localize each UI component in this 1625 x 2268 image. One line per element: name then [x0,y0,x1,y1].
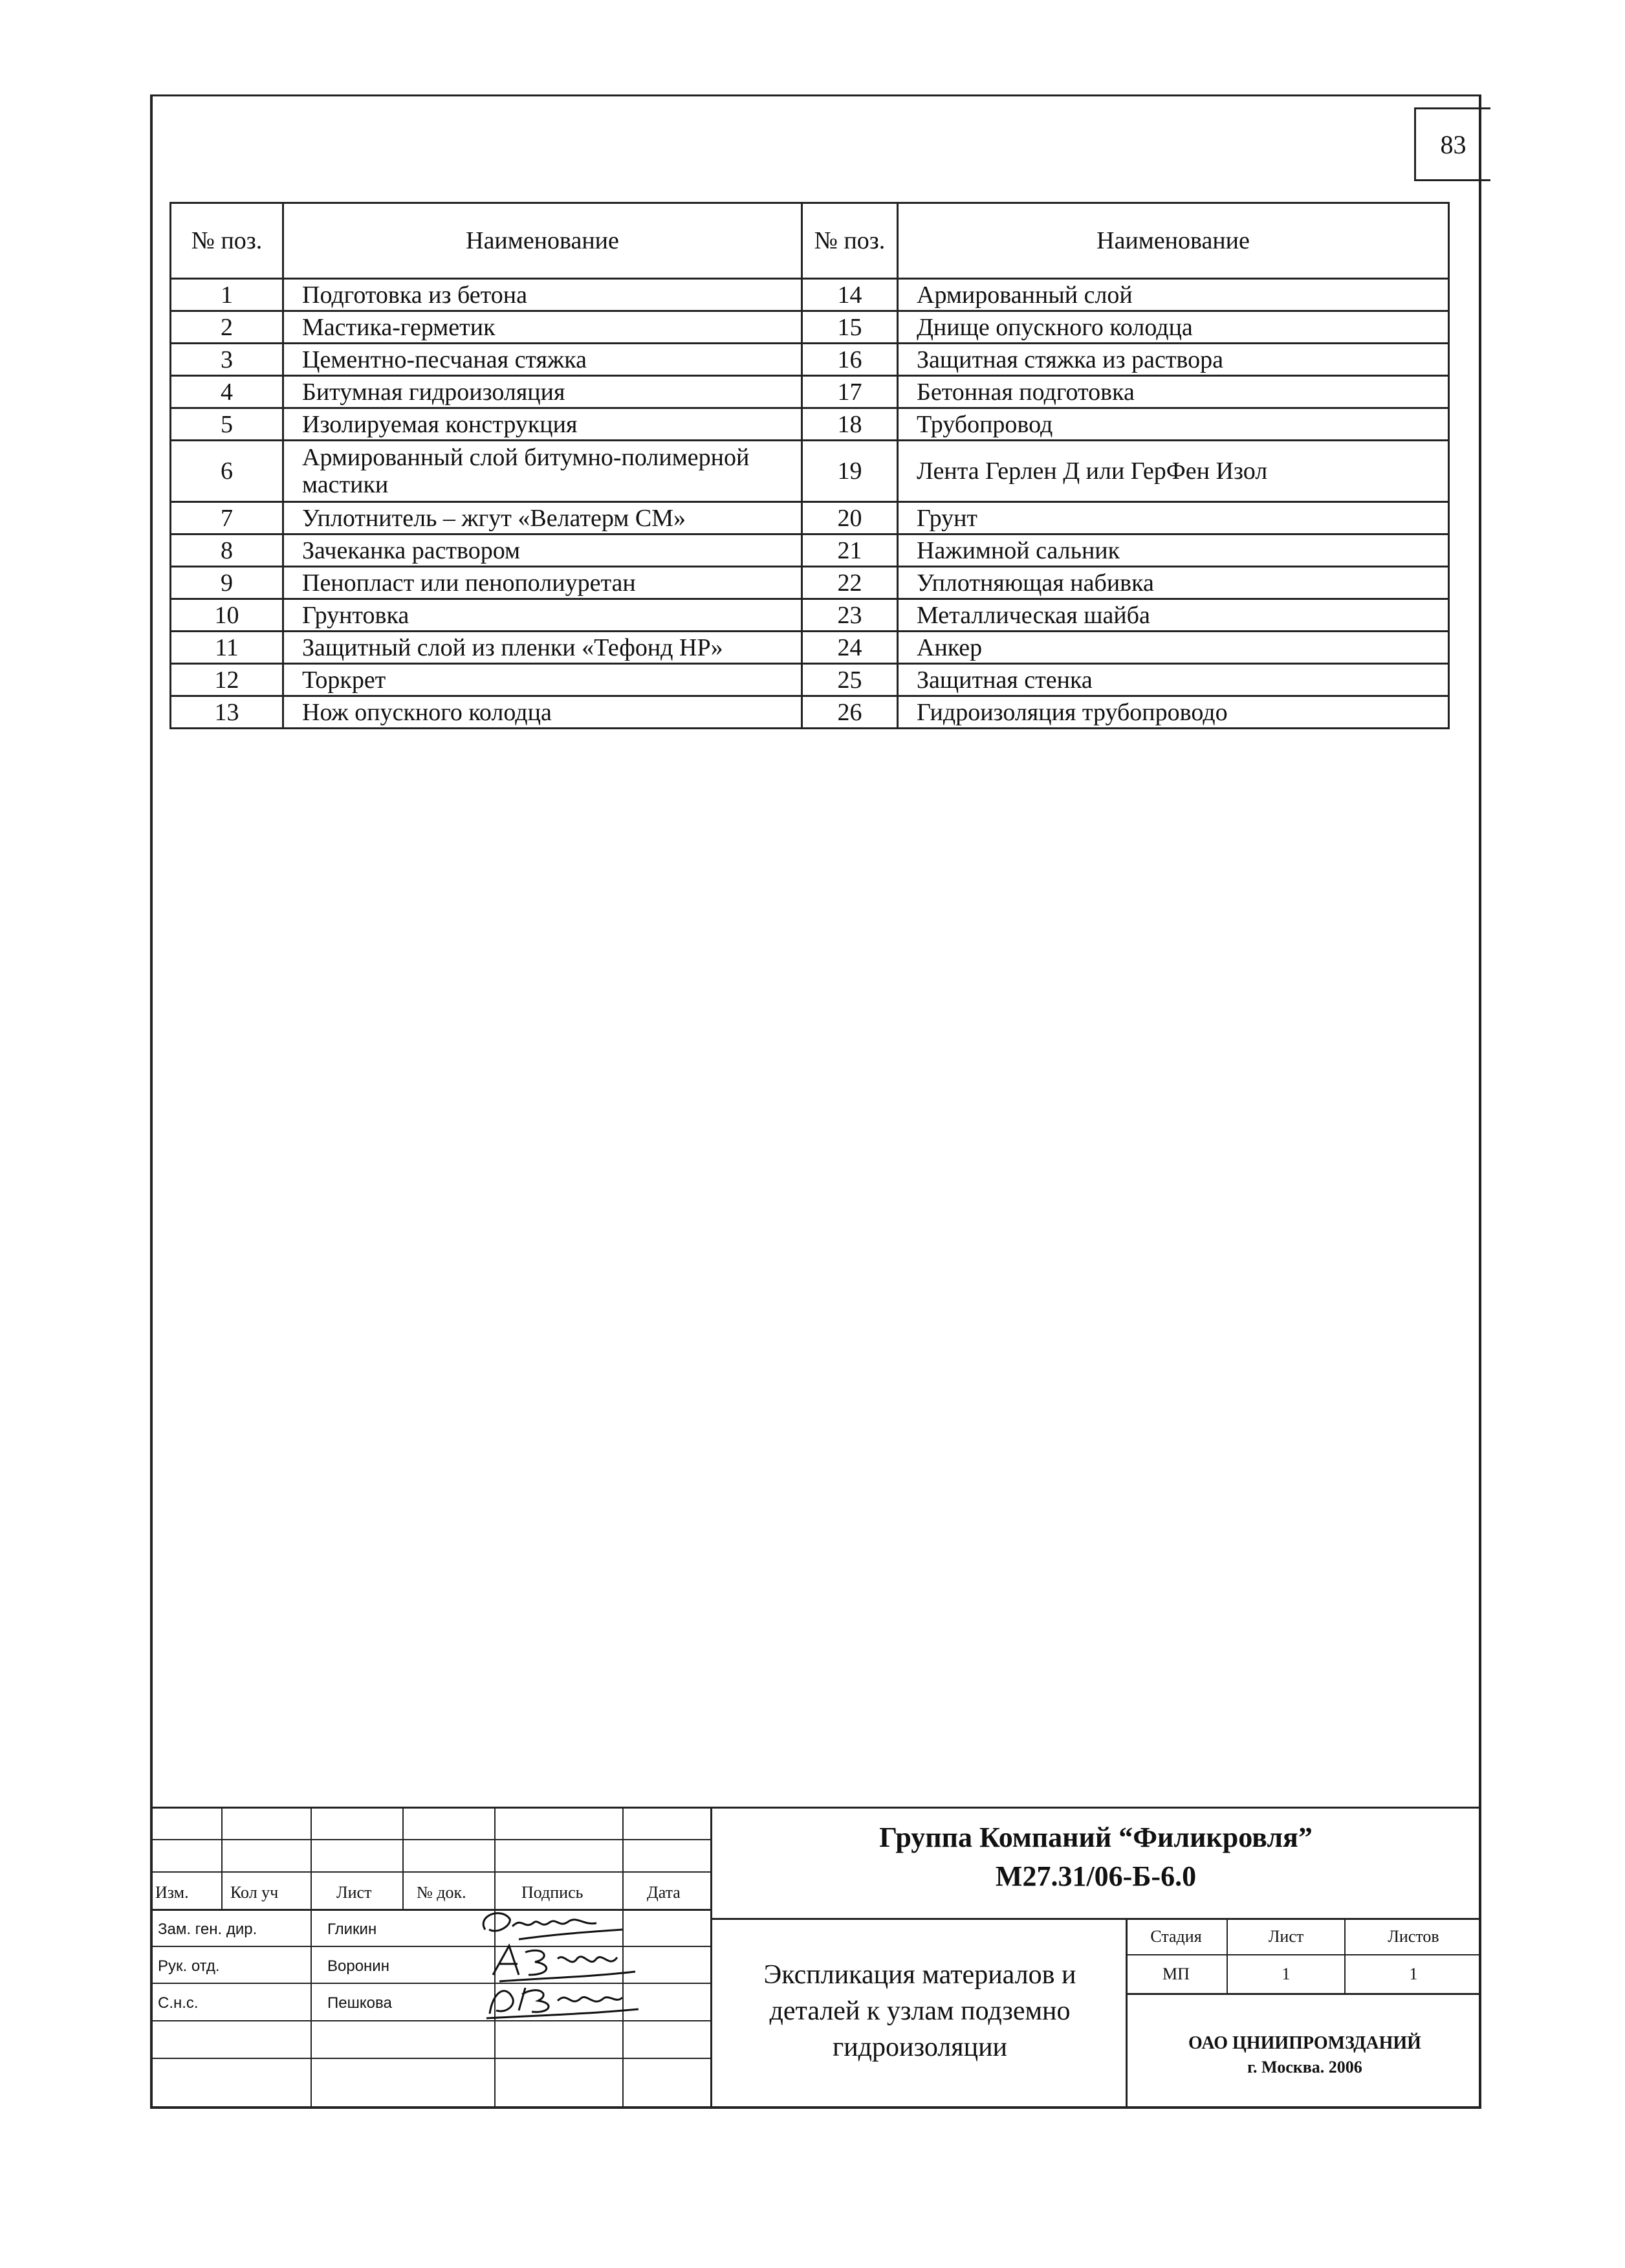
table-row [171,344,1449,376]
pos-number: 10 [171,599,283,632]
header-name-left: Наименование [283,203,802,279]
pos-number: 14 [802,279,898,311]
item-name: Днище опускного колодца [898,311,1449,344]
header-num-left: № поз. [171,203,283,279]
table-row [171,664,1449,696]
stage-value: МП [1162,1965,1190,1983]
table-row [171,632,1449,664]
table-row [171,599,1449,632]
pos-number: 20 [802,502,898,534]
table-row [171,441,1449,502]
item-name: Зачеканка раствором [283,534,802,567]
item-name: Пенопласт или пенополиуретан [283,567,802,599]
item-name: Анкер [898,632,1449,664]
pos-number: 1 [171,279,283,311]
pos-number: 23 [802,599,898,632]
item-name: Армированный слой [898,279,1449,311]
pos-number: 16 [802,344,898,376]
pos-number: 19 [802,441,898,502]
table-row [171,534,1449,567]
document-title: Экспликация материалов и деталей к узлам подземно гидроизоляции [763,1960,1076,2062]
city-year: г. Москва. 2006 [1247,2058,1362,2076]
pos-number: 24 [802,632,898,664]
document-code: М27.31/06-Б-6.0 [995,1860,1197,1892]
signature-2 [474,1978,642,2023]
item-name: Цементно-песчаная стяжка [283,344,802,376]
person-0: Гликин [327,1921,377,1938]
pos-number: 8 [171,534,283,567]
col-sign: Подпись [521,1883,583,1902]
sheets-value: 1 [1409,1965,1418,1983]
item-name: Изолируемая конструкция [283,408,802,441]
pos-number: 6 [171,441,283,502]
pos-number: 4 [171,376,283,408]
col-doc: № док. [417,1883,466,1902]
item-name: Грунт [898,502,1449,534]
pos-number: 25 [802,664,898,696]
table-row [171,408,1449,441]
table-row [171,567,1449,599]
pos-number: 22 [802,567,898,599]
sheet-value: 1 [1281,1965,1291,1983]
header-name-right: Наименование [898,203,1449,279]
person-2: Пешкова [327,1994,392,2012]
stage-label: Стадия [1150,1927,1202,1946]
pos-number: 5 [171,408,283,441]
item-name: Нож опускного колодца [283,696,802,729]
table-row [171,502,1449,534]
item-name: Уплотняющая набивка [898,567,1449,599]
pos-number: 18 [802,408,898,441]
explication-table [169,202,1450,729]
table-row [171,311,1449,344]
title-block [150,1807,1481,2109]
item-name: Нажимной сальник [898,534,1449,567]
organization: ОАО ЦНИИПРОМЗДАНИЙ [1188,2033,1421,2053]
item-name: Бетонная подготовка [898,376,1449,408]
item-name: Армированный слой битумно-полимерной мастики [283,441,802,502]
item-name: Лента Герлен Д или ГерФен Изол [898,441,1449,502]
item-name: Защитная стенка [898,664,1449,696]
pos-number: 26 [802,696,898,729]
role-2: С.н.с. [158,1994,199,2012]
item-name: Мастика-герметик [283,311,802,344]
role-1: Рук. отд. [158,1957,220,1975]
item-name: Трубопровод [898,408,1449,441]
item-name: Торкрет [283,664,802,696]
col-date: Дата [647,1883,681,1902]
table-row [171,376,1449,408]
table-row [171,279,1449,311]
item-name: Гидроизоляция трубопроводо [898,696,1449,729]
pos-number: 3 [171,344,283,376]
item-name: Подготовка из бетона [283,279,802,311]
item-name: Битумная гидроизоляция [283,376,802,408]
col-izm: Изм. [155,1883,189,1902]
sheets-label: Листов [1388,1927,1439,1946]
item-name: Металлическая шайба [898,599,1449,632]
pos-number: 11 [171,632,283,664]
page-number: 83 [1414,107,1490,181]
item-name: Защитная стяжка из раствора [898,344,1449,376]
pos-number: 12 [171,664,283,696]
item-name: Грунтовка [283,599,802,632]
pos-number: 17 [802,376,898,408]
table-header [171,203,1449,279]
pos-number: 21 [802,534,898,567]
role-0: Зам. ген. дир. [158,1921,257,1938]
company-name: Группа Компаний “Филикровля” [879,1822,1313,1853]
pos-number: 13 [171,696,283,729]
col-kol: Кол уч [230,1883,279,1902]
table-row [171,696,1449,729]
person-1: Воронин [327,1957,389,1975]
item-name: Уплотнитель – жгут «Велатерм СМ» [283,502,802,534]
pos-number: 15 [802,311,898,344]
item-name: Защитный слой из пленки «Тефонд HP» [283,632,802,664]
pos-number: 9 [171,567,283,599]
pos-number: 7 [171,502,283,534]
sheet-label: Лист [1268,1927,1304,1946]
header-num-right: № поз. [802,203,898,279]
col-list: Лист [336,1883,372,1902]
pos-number: 2 [171,311,283,344]
